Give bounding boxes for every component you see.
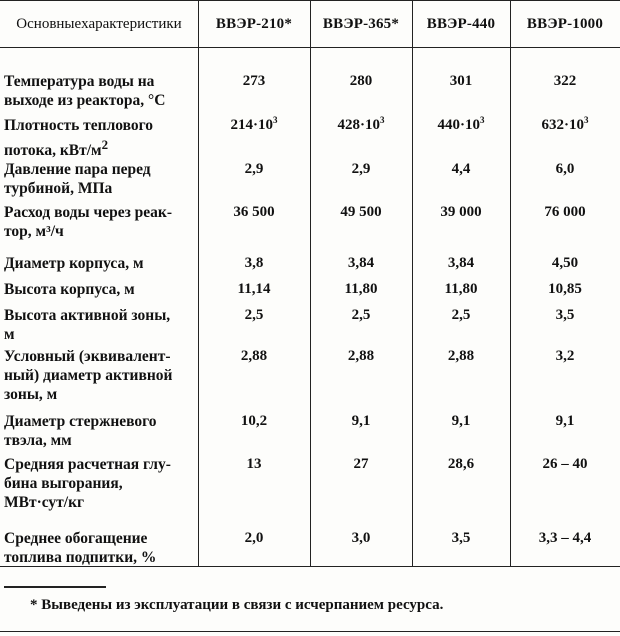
header-characteristics: [0, 4, 198, 44]
row-label-line: бина выгорания,: [4, 475, 123, 492]
value-cell: 2,9: [351, 161, 371, 177]
row-label: [4, 203, 194, 241]
value-cell: $428\cdot 10^3$: [337, 115, 385, 133]
row-label: [4, 306, 194, 344]
value-cell: 10,85: [548, 281, 582, 297]
row-label-line: Высота активной зоны,: [4, 307, 171, 324]
row-label: [4, 254, 194, 273]
row-label-line: твэла, мм: [4, 432, 72, 449]
value-cell: 11,14: [237, 281, 271, 297]
value-cell: 301: [449, 73, 473, 89]
value-cell: 3,84: [447, 255, 475, 271]
row-label-line: Диаметр стержневого: [4, 413, 157, 430]
value-cell: $440\cdot 10^3$: [437, 115, 485, 133]
value-cell: 76 000: [544, 204, 586, 220]
value-cell: 10,2: [240, 413, 268, 429]
value-cell: 39 000: [440, 204, 482, 220]
value-cell: 2,88: [240, 348, 268, 364]
value-cell: 26 – 40: [542, 456, 588, 472]
value-cell: 3,5: [555, 307, 575, 323]
footnote: * Выведены из эксплуатации в связи с исчерпанием ресурса.: [30, 597, 444, 613]
value-cell: $214\cdot 10^3$: [230, 115, 278, 133]
value-cell: 2,5: [244, 307, 264, 323]
row-label-line: топлива подпитки, %: [4, 549, 157, 566]
value-cell: 3,8: [244, 255, 264, 271]
value-cell: 322: [553, 73, 577, 89]
row-label-line: турбиной, МПа: [4, 180, 113, 197]
value-cell: 280: [349, 73, 373, 89]
header-model: ВВЭР-210*: [215, 15, 293, 32]
row-label-line: МВт·сут/кг: [4, 494, 85, 511]
value-cell: 3,84: [347, 255, 375, 271]
value-cell: 2,9: [244, 161, 264, 177]
value-cell: 3,2: [555, 348, 575, 364]
row-label: [4, 160, 194, 198]
row-label-line: тор, м³/ч: [4, 223, 64, 240]
header-model: ВВЭР-365*: [322, 15, 400, 32]
value-cell: 4,4: [451, 161, 471, 177]
row-label-line: Температура воды на: [4, 73, 155, 90]
header-characteristics-line: Основные: [16, 16, 82, 32]
value-cell: 11,80: [344, 281, 378, 297]
row-label: [4, 412, 194, 450]
value-cell: 27: [353, 456, 369, 472]
row-label-line: Высота корпуса, м: [4, 281, 135, 298]
row-label-line: Среднее обогащение: [4, 530, 148, 547]
bottom-rule: [0, 631, 620, 632]
row-label-line: Расход воды через реак-: [4, 204, 173, 221]
value-cell: 2,0: [244, 530, 264, 546]
row-label: [4, 280, 194, 299]
value-cell: 2,88: [347, 348, 375, 364]
row-label-line: зоны, м: [4, 386, 58, 403]
row-label-line: Диаметр корпуса, м: [4, 255, 144, 272]
row-label-line: потока, кВт/$м^2$: [4, 137, 109, 160]
row-label-line: Давление пара перед: [4, 161, 151, 178]
value-cell: $632\cdot 10^3$: [541, 115, 589, 133]
row-label-line: Условный (эквивалент-: [4, 348, 171, 365]
footnote-rule: [4, 586, 106, 588]
value-cell: 273: [242, 73, 266, 89]
value-cell: 11,80: [444, 281, 478, 297]
value-cell: 36 500: [233, 204, 275, 220]
header-model: ВВЭР-440: [426, 15, 496, 32]
value-cell: 3,5: [451, 530, 471, 546]
value-cell: 3,0: [351, 530, 371, 546]
row-label: [4, 347, 194, 404]
row-label-line: Средняя расчетная глу-: [4, 456, 171, 473]
value-cell: 2,5: [451, 307, 471, 323]
row-label-line: м: [4, 326, 15, 343]
value-cell: 3,3 – 4,4: [538, 530, 592, 546]
value-cell: 2,5: [351, 307, 371, 323]
row-label-line: выходе из реактора, °С: [4, 92, 166, 109]
value-cell: 4,50: [551, 255, 579, 271]
value-cell: 13: [246, 456, 262, 472]
row-label: [4, 455, 194, 512]
value-cell: 6,0: [555, 161, 575, 177]
value-cell: 9,1: [351, 413, 371, 429]
row-label: [4, 529, 194, 567]
value-cell: 9,1: [555, 413, 575, 429]
row-label: [4, 72, 194, 110]
value-cell: 2,88: [447, 348, 475, 364]
value-cell: 28,6: [447, 456, 475, 472]
row-label: [4, 116, 194, 160]
row-label-line: Плотность теплового: [4, 117, 154, 134]
value-cell: 49 500: [340, 204, 382, 220]
header-model: ВВЭР-1000: [526, 15, 604, 32]
row-label-line: ный) диаметр активной: [4, 367, 173, 384]
header-characteristics-line: характеристики: [81, 16, 182, 32]
value-cell: 9,1: [451, 413, 471, 429]
